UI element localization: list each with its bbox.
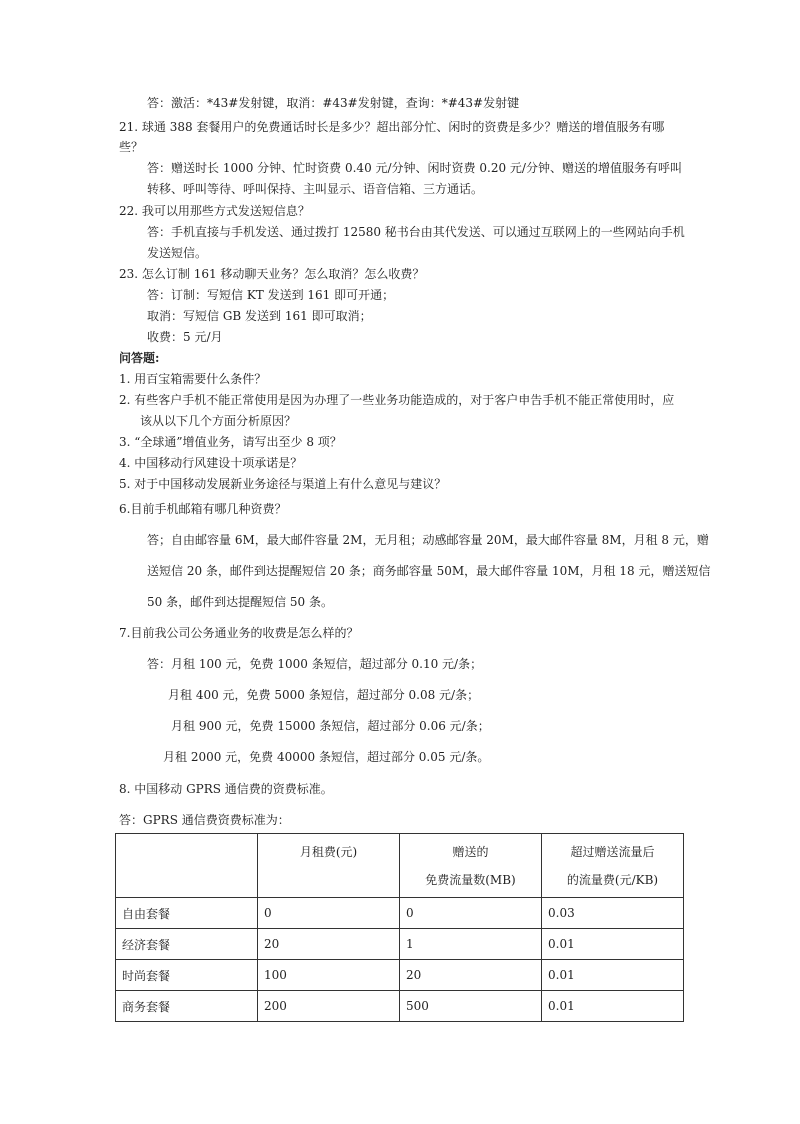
- qa-item-5: 5. 对于中国移动发展新业务途径与渠道上有什么意见与建议？: [119, 477, 447, 491]
- overage-fee: 0.03: [542, 898, 684, 929]
- plan-name: 自由套餐: [116, 898, 258, 929]
- answer-22-cont: 发送短信。: [147, 246, 208, 260]
- answer-6-line-2: 送短信 20 条，邮件到达提醒短信 20 条；商务邮容量 50M，最大邮件容量 10M，月租 18 元，赠送短信: [147, 564, 711, 578]
- header-free-line-2: 免费流量数(MB): [425, 872, 516, 887]
- monthly-fee: 200: [258, 991, 400, 1022]
- overage-fee: 0.01: [542, 960, 684, 991]
- qa-item-2: 2. 有些客户手机不能正常使用是因为办理了一些业务功能造成的，对于客户申告手机不能正常使用时，应: [119, 393, 675, 407]
- qa-item-4: 4. 中国移动行风建设十项承诺是？: [119, 456, 303, 470]
- header-free-line-1: 赠送的: [452, 844, 489, 859]
- answer-21: 答：赠送时长 1000 分钟、忙时资费 0.40 元/分钟、闲时资费 0.20 元/分钟、赠送的增值服务有呼叫: [147, 161, 682, 175]
- question-22: 22. 我可以用那些方式发送短信息？: [119, 204, 310, 218]
- answer-23-order: 答：订制：写短信 KT 发送到 161 即可开通；: [147, 288, 395, 302]
- answer-20: 答：激活：*43#发射键，取消：#43#发射键，查询：*#43#发射键: [147, 96, 520, 110]
- answer-7-tier-1: 答：月租 100 元，免费 1000 条短信，超过部分 0.10 元/条；: [147, 657, 483, 671]
- answer-6-line-1: 答；自由邮容量 6M，最大邮件容量 2M，无月租；动感邮容量 20M，最大邮件容量 8M，月租 8 元，赠: [147, 533, 709, 547]
- answer-7-tier-3: 月租 900 元，免费 15000 条短信，超过部分 0.06 元/条；: [171, 719, 490, 733]
- answer-22: 答：手机直接与手机发送、通过拨打 12580 秘书台由其代发送、可以通过互联网上的一些网站向手机: [147, 225, 685, 239]
- overage-fee: 0.01: [542, 929, 684, 960]
- question-21-cont: 些？: [119, 140, 144, 154]
- free-data: 1: [400, 929, 542, 960]
- table-row: [116, 929, 684, 960]
- header-cell-monthly: [258, 834, 400, 898]
- answer-23-cancel: 取消：写短信 GB 发送到 161 即可取消；: [147, 309, 372, 323]
- plan-name: 商务套餐: [116, 991, 258, 1022]
- answer-7-tier-2: 月租 400 元，免费 5000 条短信，超过部分 0.08 元/条；: [168, 688, 480, 702]
- question-23: 23. 怎么订制 161 移动聊天业务？怎么取消？怎么收费？: [119, 267, 425, 281]
- answer-6-line-3: 50 条，邮件到达提醒短信 50 条。: [147, 595, 333, 609]
- table-row: [116, 991, 684, 1022]
- answer-7-tier-4: 月租 2000 元，免费 40000 条短信，超过部分 0.05 元/条。: [163, 750, 490, 764]
- table-header-row: [116, 834, 684, 898]
- answer-23-fee: 收费：5 元/月: [147, 330, 223, 344]
- header-over-line-2: 的流量费(元/KB): [566, 872, 659, 887]
- plan-name: 经济套餐: [116, 929, 258, 960]
- qa-item-2-cont: 该从以下几个方面分析原因？: [140, 414, 297, 428]
- qa-item-8: 8. 中国移动 GPRS 通信费的资费标准。: [119, 782, 333, 796]
- monthly-fee: 100: [258, 960, 400, 991]
- qa-item-6: 6.目前手机邮箱有哪几种资费？: [119, 502, 287, 516]
- overage-fee: 0.01: [542, 991, 684, 1022]
- section-heading-qa: 问答题:: [119, 351, 160, 365]
- qa-item-1: 1. 用百宝箱需要什么条件？: [119, 372, 267, 386]
- qa-item-7: 7.目前我公司公务通业务的收费是怎么样的？: [119, 626, 359, 640]
- table-row: [116, 960, 684, 991]
- free-data: 0: [400, 898, 542, 929]
- question-21: 21. 球通 388 套餐用户的免费通话时长是多少？超出部分忙、闲时的资费是多少？赠送的增值服务有哪: [119, 120, 665, 134]
- header-cell-over: [542, 834, 684, 898]
- answer-8-intro: 答：GPRS 通信费资费标准为：: [119, 813, 290, 827]
- answer-21-cont: 转移、呼叫等待、呼叫保持、主叫显示、语音信箱、三方通话。: [147, 182, 484, 196]
- header-over-line-1: 超过赠送流量后: [570, 844, 655, 859]
- free-data: 20: [400, 960, 542, 991]
- header-cell-empty: [116, 834, 258, 898]
- gprs-fee-table: [115, 833, 684, 1022]
- header-cell-free: [400, 834, 542, 898]
- qa-item-3: 3. “全球通”增值业务，请写出至少 8 项？: [119, 435, 342, 449]
- header-monthly: 月租费(元): [299, 844, 358, 859]
- plan-name: 时尚套餐: [116, 960, 258, 991]
- monthly-fee: 0: [258, 898, 400, 929]
- table-row: [116, 898, 684, 929]
- free-data: 500: [400, 991, 542, 1022]
- monthly-fee: 20: [258, 929, 400, 960]
